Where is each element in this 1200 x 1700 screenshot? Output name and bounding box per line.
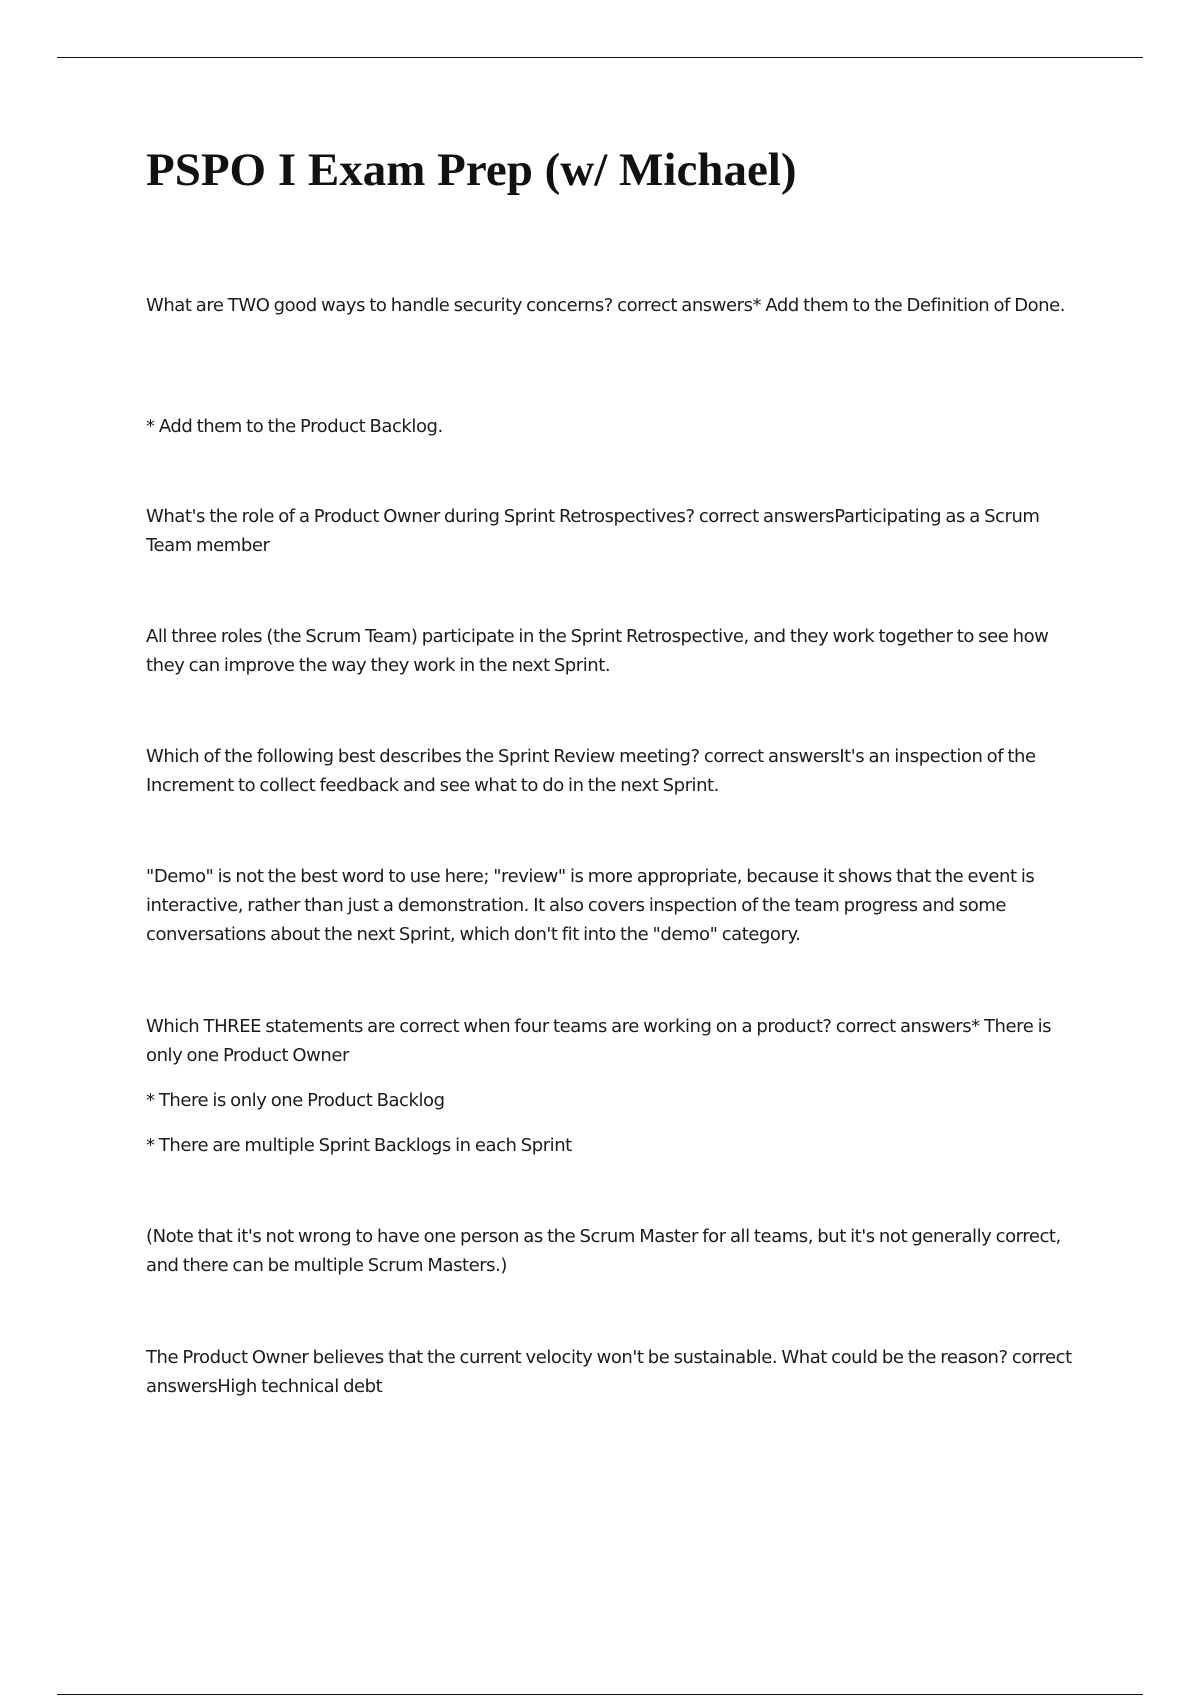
- paragraph-security-answer-2: * Add them to the Product Backlog.: [146, 416, 443, 437]
- paragraph-four-teams-answer-2: * There is only one Product Backlog: [146, 1090, 445, 1111]
- paragraph-four-teams-answer-3: * There are multiple Sprint Backlogs in each Sprint: [146, 1135, 572, 1156]
- top-divider: [57, 57, 1143, 58]
- paragraph-retrospective-explanation: All three roles (the Scrum Team) participate in the Sprint Retrospective, and they work together to see how they can improve the way they work in the next Sprint.: [146, 626, 1049, 676]
- bottom-divider: [57, 1694, 1143, 1695]
- paragraph-review-question: Which of the following best describes the Sprint Review meeting? correct answersIt's an inspection of the Increment to collect feedback and see what to do in the next Sprint.: [146, 746, 1036, 796]
- paragraph-retrospective-question: What's the role of a Product Owner during Sprint Retrospectives? correct answersParticipating as a Scrum Team member: [146, 506, 1040, 556]
- paragraph-review-explanation: "Demo" is not the best word to use here; "review" is more appropriate, because it shows that the event is interactive, rather than just a demonstration. It also covers inspection of the team progress and some conversations about the next Sprint, which don't fit into the "demo" category.: [146, 866, 1035, 945]
- paragraph-security-question: What are TWO good ways to handle security concerns? correct answers* Add them to the Definition of Done.: [146, 295, 1066, 316]
- paragraph-scrum-master-note: (Note that it's not wrong to have one person as the Scrum Master for all teams, but it's not generally correct, and there can be multiple Scrum Masters.): [146, 1226, 1061, 1276]
- paragraph-velocity-question: The Product Owner believes that the current velocity won't be sustainable. What could be the reason? correct answersHigh technical debt: [146, 1347, 1072, 1397]
- page-title: PSPO I Exam Prep (w/ Michael): [146, 144, 797, 196]
- paragraph-four-teams-question: Which THREE statements are correct when four teams are working on a product? correct answers* There is only one Product Owner: [146, 1016, 1052, 1066]
